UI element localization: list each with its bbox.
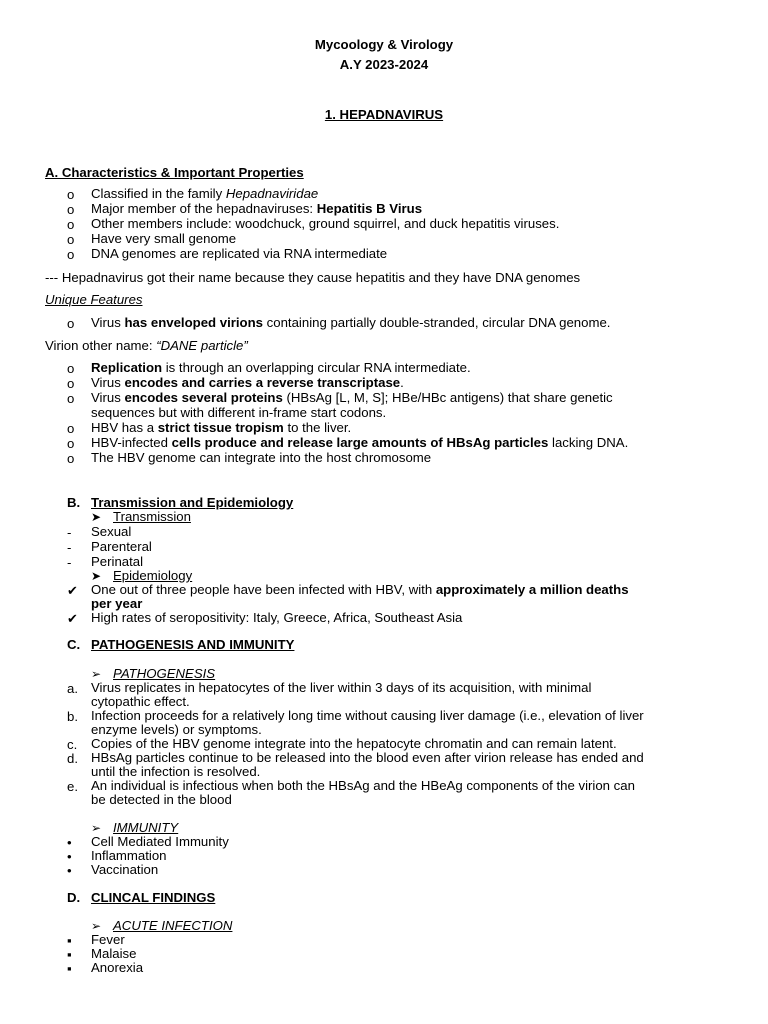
- list-item: Malaise: [91, 946, 137, 961]
- list-marker: c.: [67, 737, 78, 752]
- list-item: Anorexia: [91, 960, 144, 975]
- bullet-dot: •: [67, 835, 72, 850]
- list-item: One out of three people have been infected with HBV, with approximately a million deaths: [91, 582, 629, 597]
- section-d-letter: D.: [67, 890, 81, 905]
- bullet-dot: •: [67, 863, 72, 878]
- hepadnavirus-note: --- Hepadnavirus got their name because they cause hepatitis and they have DNA genomes: [45, 270, 581, 285]
- bullet-marker: o: [67, 391, 75, 406]
- list-item: The HBV genome can integrate into the host chromosome: [91, 450, 432, 465]
- course-title: Mycoology & Virology: [314, 37, 454, 52]
- list-marker: d.: [67, 751, 78, 766]
- list-item: Major member of the hepadnaviruses: Hepatitis B Virus: [91, 201, 423, 216]
- dash-marker: -: [67, 540, 72, 555]
- bullet-marker: o: [67, 247, 75, 262]
- bullet-marker: o: [67, 187, 75, 202]
- list-item: High rates of seropositivity: Italy, Greece, Africa, Southeast Asia: [91, 610, 463, 625]
- bullet-marker: o: [67, 451, 75, 466]
- list-item: Classified in the family Hepadnaviridae: [91, 186, 319, 201]
- virion-other-name: Virion other name: “DANE particle”: [45, 338, 248, 353]
- arrow-icon: ➤: [91, 569, 102, 583]
- list-item-continuation: cytopathic effect.: [91, 694, 190, 709]
- list-item: Virus encodes several proteins (HBsAg [L, M, S]; HBe/HBc antigens) that share genetic: [91, 390, 613, 405]
- epidemiology-subheading: Epidemiology: [113, 568, 193, 583]
- bullet-square: ▪: [67, 933, 72, 948]
- arrow-icon: ➢: [91, 821, 102, 835]
- arrow-icon: ➢: [91, 667, 102, 681]
- list-item: HBV has a strict tissue tropism to the liver.: [91, 420, 352, 435]
- list-item: Infection proceeds for a relatively long time without causing liver damage (i.e., elevation of liver: [91, 708, 644, 723]
- list-marker: b.: [67, 709, 78, 724]
- list-item: Vaccination: [91, 862, 159, 877]
- bullet-marker: o: [67, 436, 75, 451]
- section-c-heading: PATHOGENESIS AND IMMUNITY: [91, 637, 295, 652]
- immunity-subheading: IMMUNITY: [113, 820, 179, 835]
- list-item: Fever: [91, 932, 125, 947]
- section-b-heading: Transmission and Epidemiology: [91, 495, 294, 510]
- bullet-marker: o: [67, 232, 75, 247]
- bullet-marker: o: [67, 361, 75, 376]
- check-icon: ✔: [67, 583, 79, 598]
- list-item-continuation: be detected in the blood: [91, 792, 232, 807]
- list-item: Perinatal: [91, 554, 144, 569]
- check-icon: ✔: [67, 611, 79, 626]
- bullet-marker: o: [67, 376, 75, 391]
- list-item: Have very small genome: [91, 231, 237, 246]
- bullet-marker: o: [67, 316, 75, 331]
- section-c-letter: C.: [67, 637, 81, 652]
- list-item: An individual is infectious when both the HBsAg and the HBeAg components of the virion can: [91, 778, 635, 793]
- dash-marker: -: [67, 525, 72, 540]
- list-item: Inflammation: [91, 848, 167, 863]
- list-item: Virus encodes and carries a reverse transcriptase.: [91, 375, 404, 390]
- list-item: DNA genomes are replicated via RNA intermediate: [91, 246, 388, 261]
- list-item-continuation: per year: [91, 596, 143, 611]
- list-item: Copies of the HBV genome integrate into the hepatocyte chromatin and can remain latent.: [91, 736, 617, 751]
- unique-features-heading: Unique Features: [45, 292, 143, 307]
- list-item: Sexual: [91, 524, 132, 539]
- section-d-heading: CLINCAL FINDINGS: [91, 890, 216, 905]
- arrow-icon: ➤: [91, 510, 102, 524]
- list-item: Virus has enveloped virions containing partially double-stranded, circular DNA genome.: [91, 315, 611, 330]
- bullet-dot: •: [67, 849, 72, 864]
- list-item: HBsAg particles continue to be released into the blood even after virion release has ended and: [91, 750, 644, 765]
- bullet-marker: o: [67, 421, 75, 436]
- academic-year: A.Y 2023-2024: [339, 57, 429, 72]
- list-marker: e.: [67, 779, 78, 794]
- chapter-title: 1. HEPADNAVIRUS: [324, 107, 444, 122]
- list-item-continuation: sequences but with different in-frame start codons.: [91, 405, 387, 420]
- list-item: Replication is through an overlapping circular RNA intermediate.: [91, 360, 471, 375]
- list-item: HBV-infected cells produce and release large amounts of HBsAg particles lacking DNA.: [91, 435, 629, 450]
- transmission-subheading: Transmission: [113, 509, 191, 524]
- list-item-continuation: enzyme levels) or symptoms.: [91, 722, 262, 737]
- pathogenesis-subheading: PATHOGENESIS: [113, 666, 216, 681]
- dash-marker: -: [67, 555, 72, 570]
- list-item: Parenteral: [91, 539, 152, 554]
- list-item: Virus replicates in hepatocytes of the liver within 3 days of its acquisition, with minimal: [91, 680, 592, 695]
- list-item: Other members include: woodchuck, ground squirrel, and duck hepatitis viruses.: [91, 216, 560, 231]
- list-item-continuation: until the infection is resolved.: [91, 764, 261, 779]
- list-marker: a.: [67, 681, 78, 696]
- section-b-letter: B.: [67, 495, 81, 510]
- bullet-square: ▪: [67, 961, 72, 976]
- list-item: Cell Mediated Immunity: [91, 834, 229, 849]
- arrow-icon: ➢: [91, 919, 102, 933]
- acute-infection-subheading: ACUTE INFECTION: [113, 918, 233, 933]
- bullet-marker: o: [67, 202, 75, 217]
- section-a-heading: A. Characteristics & Important Properties: [45, 165, 304, 180]
- bullet-square: ▪: [67, 947, 72, 962]
- bullet-marker: o: [67, 217, 75, 232]
